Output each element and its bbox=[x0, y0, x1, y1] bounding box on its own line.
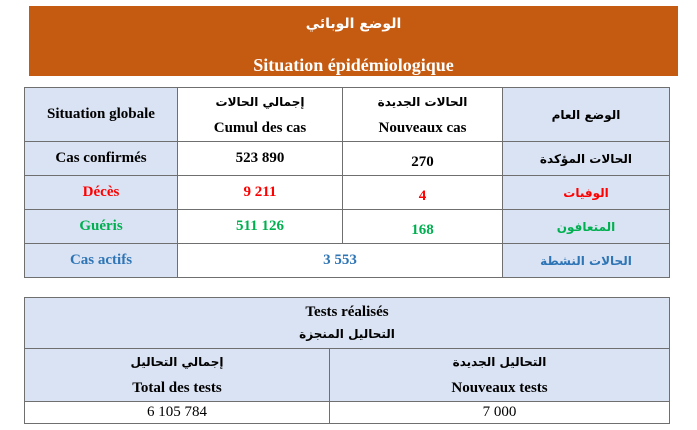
header-new-fr: Nouveaux cas bbox=[378, 119, 467, 136]
tests-table bbox=[24, 297, 670, 424]
header-general-ar: الوضع العام bbox=[503, 88, 670, 142]
table-row-active bbox=[25, 244, 670, 278]
header-new-ar: الحالات الجديدة bbox=[377, 94, 468, 109]
tests-new-ar: التحاليل الجديدة bbox=[452, 355, 547, 369]
row-cumul: 523 890 bbox=[178, 142, 343, 176]
tests-header-total bbox=[25, 349, 330, 402]
active-label-fr: Cas actifs bbox=[25, 244, 178, 278]
banner-title-ar: الوضع الوبائي bbox=[305, 16, 402, 32]
active-value: 3 553 bbox=[178, 244, 503, 278]
tests-total-fr: Total des tests bbox=[132, 380, 222, 396]
tests-title-ar: التحاليل المنجزة bbox=[299, 327, 395, 341]
row-label-ar: الحالات المؤكدة bbox=[503, 142, 670, 176]
situation-table bbox=[24, 87, 670, 278]
tests-header-row bbox=[25, 349, 670, 402]
tests-values-row bbox=[25, 402, 670, 424]
row-label-ar: المتعافون bbox=[503, 210, 670, 244]
header-global-fr: Situation globale bbox=[25, 88, 178, 142]
row-cumul: 9 211 bbox=[178, 176, 343, 210]
header-cumul-fr: Cumul des cas bbox=[213, 119, 307, 136]
row-new: 270 bbox=[343, 142, 503, 176]
row-new: 168 bbox=[343, 210, 503, 244]
row-label-fr: Décès bbox=[25, 176, 178, 210]
tests-new-value: 7 000 bbox=[330, 402, 670, 424]
row-new: 4 bbox=[343, 176, 503, 210]
tests-total-ar: إجمالي التحاليل bbox=[130, 355, 224, 369]
tests-title-fr: Tests réalisés bbox=[305, 304, 389, 320]
banner-title-fr: Situation épidémiologique bbox=[253, 55, 454, 75]
title-banner bbox=[29, 6, 678, 76]
row-label-fr: Guéris bbox=[25, 210, 178, 244]
table-row bbox=[25, 176, 670, 210]
active-label-ar: الحالات النشطة bbox=[503, 244, 670, 278]
tests-header-new bbox=[330, 349, 670, 402]
table-header-row bbox=[25, 88, 670, 142]
table-row bbox=[25, 142, 670, 176]
row-label-fr: Cas confirmés bbox=[25, 142, 178, 176]
header-cumul-ar: إجمالي الحالات bbox=[215, 94, 305, 109]
tests-total-value: 6 105 784 bbox=[25, 402, 330, 424]
header-cumul bbox=[178, 88, 343, 142]
tests-title bbox=[25, 298, 670, 349]
row-cumul: 511 126 bbox=[178, 210, 343, 244]
tests-title-row bbox=[25, 298, 670, 349]
tests-new-fr: Nouveaux tests bbox=[451, 380, 548, 396]
header-new bbox=[343, 88, 503, 142]
row-label-ar: الوفيات bbox=[503, 176, 670, 210]
table-row bbox=[25, 210, 670, 244]
